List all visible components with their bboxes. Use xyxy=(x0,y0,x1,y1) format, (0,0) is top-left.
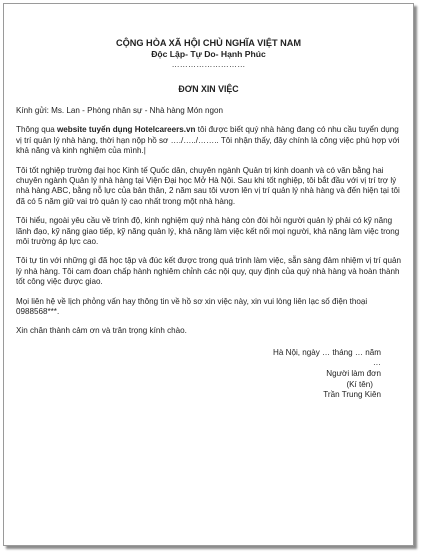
paragraph-education: Tôi tốt nghiệp trường đại học Kinh tế Quốc dân, chuyên ngành Quản trị kinh doanh và có văn bằng hai chuyên ngành Quản lý nhà hàng tại Viện Đại học Mở Hà Nội. Sau khi tốt nghiệp, tôi bắt đầu với vị trí trợ lý nhà hàng ABC, bằng nỗ lực của bản thân, 2 năm sau tôi vươn lên vị trí quản lý nhà hàng và đến hiện tại tôi đã có 5 năm giữ vai trò quản lý cao nhất trong một nhà hàng. xyxy=(16,165,400,206)
signature-note: (Kí tên) xyxy=(346,379,373,389)
website-link[interactable]: website tuyển dụng Hotelcareers.vn xyxy=(56,125,196,135)
intro-text-post: tôi được biết quý nhà hàng đang có nhu cầu tuyển dụng vị trí quản lý nhà hàng, thời hạn nộp hồ sơ …./…../…….. Tôi nhận thấy, đây chính là công việc phù hợp với khả năng và kinh nghiệm của mình.| xyxy=(16,125,400,156)
paragraph-commitment: Tôi tự tin với những gì đã học tập và đúc kết được trong quá trình làm việc, sẵn sàng đảm nhiệm vị trí quản lý nhà hàng. Tôi cam đoan chấp hành nghiêm chỉnh các nội quy, quy định của quý nhà hàng và hoàn thành tốt công việc được giao. xyxy=(16,256,401,287)
intro-text-pre: Thông qua xyxy=(16,125,57,135)
paragraph-intro xyxy=(16,125,401,156)
closing: Xin chân thành cảm ơn và trân trọng kính chào. xyxy=(16,326,187,336)
document-frame xyxy=(3,3,414,546)
signature-dots: … xyxy=(372,358,381,368)
paragraph-skills: Tôi hiểu, ngoài yêu cầu về trình độ, kinh nghiệm quý nhà hàng còn đòi hỏi người quản lý phải có kỹ năng lãnh đạo, kỹ năng giao tiếp, kỹ năng quản lý, khả năng làm việc kết nối mọi người, khả năng làm việc trong môi trường áp lực cao. xyxy=(16,216,400,246)
nation-heading: CỘNG HÒA XÃ HỘI CHỦ NGHĨA VIỆT NAM xyxy=(115,38,302,48)
greeting: Kính gửi: Ms. Lan - Phòng nhân sự - Nhà hàng Món ngon xyxy=(16,105,224,115)
signature-name: Trần Trung Kiên xyxy=(323,390,381,400)
application-letter xyxy=(16,38,401,401)
paragraph-contact: Mọi liên hệ về lịch phỏng vấn hay thông tin về hồ sơ xin việc này, xin vui lòng liên lạc số điện thoại 0988568***. xyxy=(16,296,368,316)
signature-date: Hà Nội, ngày … tháng … năm xyxy=(273,347,381,357)
signature-role: Người làm đơn xyxy=(326,369,381,378)
heading-dots: ……………………… xyxy=(171,59,246,69)
motto-heading: Độc Lập- Tự Do- Hạnh Phúc xyxy=(151,49,266,59)
signature-block xyxy=(16,348,401,401)
letter-title: ĐƠN XIN VIỆC xyxy=(178,83,239,94)
